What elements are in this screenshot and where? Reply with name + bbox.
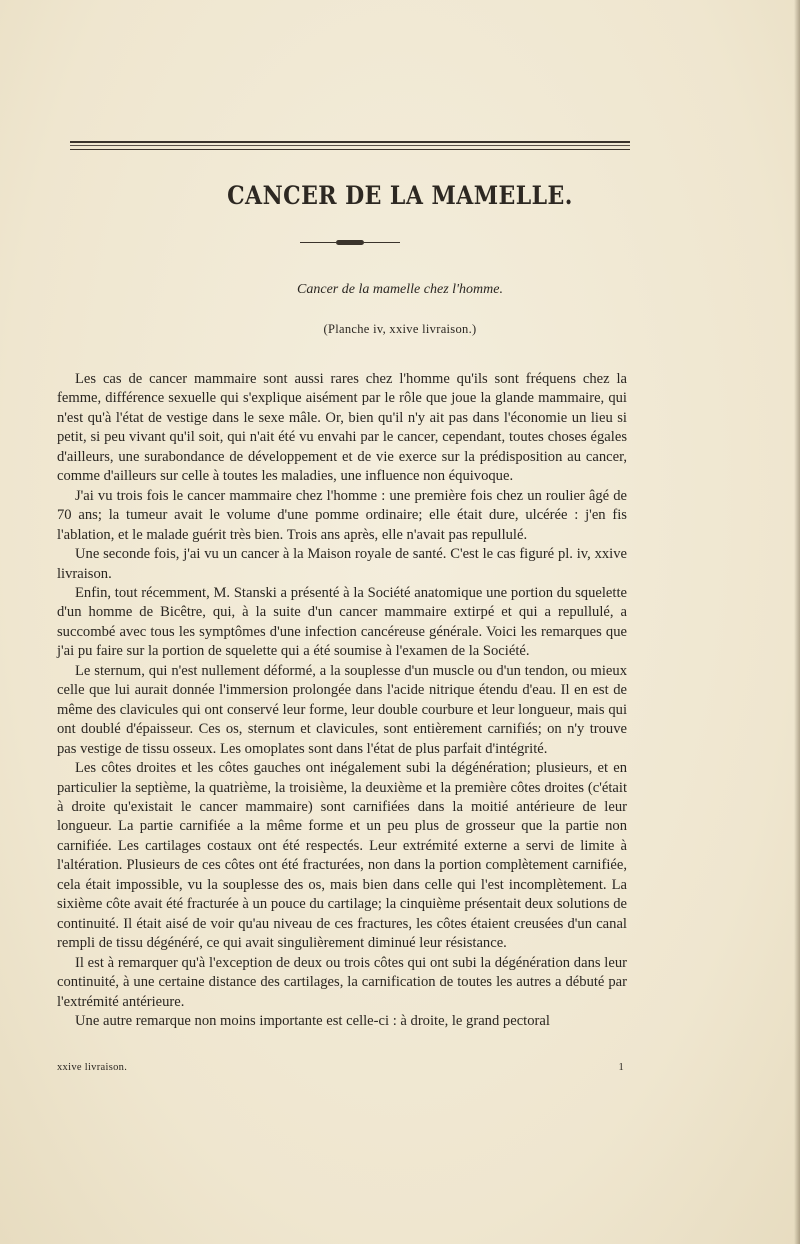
paragraph: Le sternum, qui n'est nullement déformé, a la souplesse d'un muscle ou d'un tendon, ou mieux celle que lui aurait donnée l'immersion prolongée dans l'acide nitrique étendu d'eau. Il en est de même des clavicules qui ont conservé leur forme, leur double courbure et leur longueur, mais qui ont doublé d'épaisseur. Ces os, sternum et clavicules, sont entièrement carnifiés; on n'y trouve pas vestige de tissu osseux. Les omoplates sont dans l'état de plus parfait d'intégrité. (57, 662, 627, 757)
paragraph: Les cas de cancer mammaire sont aussi rares chez l'homme qu'ils sont fréquens chez la femme, différence sexuelle qui s'explique aisément par le rôle que joue la glande mammaire, qui n'est qu'à l'état de vestige dans le sexe mâle. Or, bien qu'il n'y ait pas dans l'économie un lieu si petit, si peu vivant qu'il soit, qui n'ait été vu envahi par le cancer, cependant, toutes choses égales d'ailleurs, une surabondance de développement et de vie exerce sur la prédisposition au cancer, comme d'ailleurs sur celle à toutes les maladies, une influence non équivoque. (57, 371, 627, 485)
ornament-divider (300, 240, 400, 246)
top-rule (70, 141, 630, 150)
paragraph: Une seconde fois, j'ai vu un cancer à la Maison royale de santé. C'est le cas figuré pl. iv, xxive livraison. (57, 546, 627, 582)
paragraph: Enfin, tout récemment, M. Stanski a présenté à la Société anatomique une portion du squelette d'un homme de Bicêtre, qui, à la suite d'un cancer mammaire extirpé et qui a repullulé, a succombé avec tous les symptômes d'une infection cancéreuse générale. Voici les remarques que j'ai pu faire sur la portion de squelette qui a été soumise à l'examen de la Société. (57, 584, 627, 660)
footer-livraison: xxive livraison. (57, 1062, 128, 1073)
page-edge-shadow (794, 0, 800, 1244)
paragraph: Les côtes droites et les côtes gauches ont inégalement subi la dégénération; plusieurs, et en particulier la septième, la quatrième, la troisième, la deuxième et la première côtes droites (c'était à droite qu'existait le cancer mammaire) sont carnifiées dans la moitié antérieure de leur longueur. La partie carnifiée a la même forme et un peu plus de grosseur que la partie non carnifiée. Les cartilages costaux ont été respectés. Leur extrémité externe a servi de limite à l'altération. Plusieurs de ces côtes ont été fracturées, non dans la portion complètement carnifiée, cela était impossible, vu la souplesse des os, mais bien dans celle qui l'est incomplètement. La sixième côte avait été fracturée à un pouce du cartilage; la cinquième présentait deux solutions de continuité. Il était aisé de voir qu'au niveau de ces fractures, les côtes étaient creusées d'un canal rempli de tissu dégénéré, ce qui avait singulièrement diminué leur résistance. (57, 760, 627, 952)
section-subtitle: Cancer de la mamelle chez l'homme. (297, 282, 503, 297)
page-title: CANCER DE LA MAMELLE. (227, 181, 573, 210)
page-number: 1 (618, 1062, 624, 1073)
page-footer (57, 1062, 627, 1073)
paragraph: J'ai vu trois fois le cancer mammaire chez l'homme : une première fois chez un roulier âgé de 70 ans; la tumeur avait le volume d'une pomme ordinaire; elle était dure, ulcérée : j'en fis l'ablation, et le malade guérit très bien. Trois ans après, elle n'avait pas repullulé. (57, 487, 627, 543)
body-text (57, 370, 627, 1031)
paragraph: Une autre remarque non moins importante est celle-ci : à droite, le grand pectoral (75, 1012, 550, 1029)
plate-reference: (Planche iv, xxive livraison.) (323, 322, 477, 336)
paragraph: Il est à remarquer qu'à l'exception de deux ou trois côtes qui ont subi la dégénération dans leur continuité, à une certaine distance des cartilages, la carnification de toutes les autres a débuté par l'extrémité antérieure. (57, 954, 627, 1010)
